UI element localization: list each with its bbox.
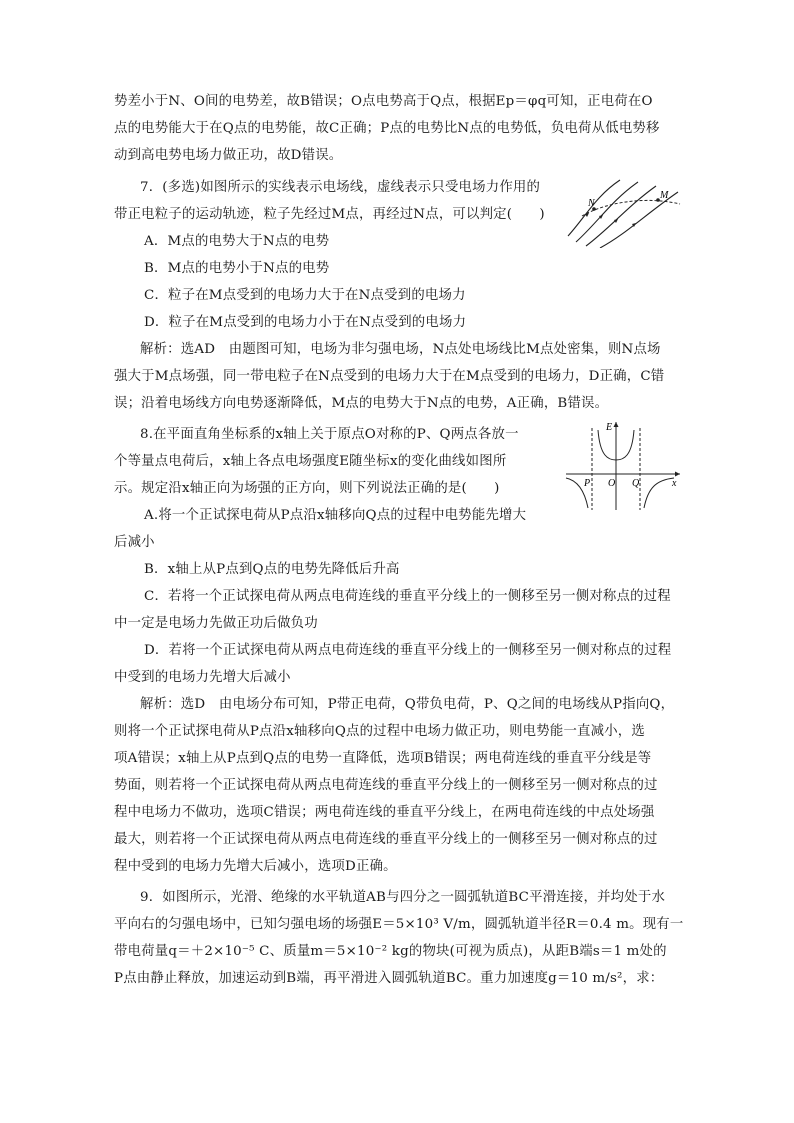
q7-option-c: C．粒子在M点受到的电场力大于在N点受到的电场力 — [144, 288, 466, 303]
q7-option-b: B．M点的电势小于N点的电势 — [144, 261, 330, 276]
q8-option-a-cont: 后减小 — [114, 535, 155, 550]
q9-stem-line-1: 9．如图所示，光滑、绝缘的水平轨道AB与四分之一圆弧轨道BC平滑连接，并均处于水 — [140, 890, 666, 905]
intro-line-2: 点的电势能大于在Q点的电势能，故C正确；P点的电势比N点的电势低，负电荷从低电势移 — [114, 121, 660, 136]
q7-stem-line-1: 7．(多选)如图所示的实线表示电场线，虚线表示只受电场力作用的 — [140, 180, 541, 195]
right-curve — [644, 478, 674, 508]
label-x: x — [672, 478, 677, 489]
q7-analysis-line-3: 误；沿着电场线方向电势逐渐降低，M点的电势大于N点的电势，A正确，B错误。 — [114, 396, 609, 411]
q8-option-d: D．若将一个正试探电荷从两点电荷连线的垂直平分线上的一侧移至另一侧对称点的过程 — [144, 643, 672, 658]
trajectory — [582, 200, 680, 216]
q7-analysis-line-1: 解析：选AD 由题图可知，电场为非匀强电场，N点处电场线比M点处密集，则N点场 — [140, 342, 661, 357]
q8-analysis-line-6: 最大，则若将一个正试探电荷从两点电荷连线的垂直平分线上的一侧移至另一侧对称点的过 — [114, 832, 658, 847]
q8-option-c-cont: 中一定是电场力先做正功后做负功 — [114, 616, 318, 631]
q7-option-d: D．粒子在M点受到的电场力小于在N点受到的电场力 — [144, 315, 467, 330]
q8-analysis-line-4: 势面，则若将一个正试探电荷从两点电荷连线的垂直平分线上的一侧移至另一侧对称点的过 — [114, 778, 658, 793]
q7-analysis-line-2: 强大于M点场强，同一带电粒子在N点受到的电场力大于在M点受到的电场力，D正确，C错 — [114, 369, 665, 384]
q8-analysis-line-7: 程中受到的电场力先增大后减小，选项D正确。 — [114, 859, 397, 874]
field-line — [576, 182, 638, 242]
q8-option-a: A.将一个正试探电荷从P点沿x轴移向Q点的过程中电势能先增大 — [144, 508, 527, 523]
label-m: M — [660, 190, 669, 201]
label-n: N — [588, 198, 595, 209]
q8-stem-line-1: 8.在平面直角坐标系的x轴上关于原点O对称的P、Q两点各放一 — [140, 427, 519, 442]
label-p: P — [584, 478, 591, 489]
q8-option-d-cont: 中受到的电场力先增大后减小 — [114, 670, 291, 685]
q8-analysis-line-5: 程中电场力不做功，选项C错误；两电荷连线的垂直平分线上，在两电荷连线的中点处场强 — [114, 805, 655, 820]
q8-stem-line-2: 个等量点电荷后，x轴上各点电场强度E随坐标x的变化曲线如图所 — [114, 454, 507, 469]
q8-option-b: B．x轴上从P点到Q点的电势先降低后升高 — [144, 562, 400, 577]
label-e: E — [606, 422, 613, 433]
q7-stem-line-2: 带正电粒子的运动轨迹，粒子先经过M点，再经过N点，可以判定( ) — [114, 207, 545, 222]
q8-stem-line-3: 示。规定沿x轴正向为场强的正方向，则下列说法正确的是( ) — [114, 481, 500, 496]
q8-analysis-line-2: 则将一个正试探电荷从P点沿x轴移向Q点的过程中电场力做正功，则电势能一直减小，选 — [114, 724, 645, 739]
label-q: Q — [632, 478, 640, 489]
q8-e-x-graph — [562, 418, 684, 514]
intro-line-1: 势差小于N、O间的电势差，故B错误；O点电势高于Q点，根据Ep＝φq可知，正电荷在O — [114, 94, 653, 109]
q7-field-line-figure — [566, 176, 684, 248]
q8-option-c: C．若将一个正试探电荷从两点电荷连线的垂直平分线上的一侧移至另一侧对称点的过程 — [144, 589, 671, 604]
q8-analysis-line-1: 解析：选D 由电场分布可知，P带正电荷，Q带负电荷，P、Q之间的电场线从P指向Q， — [140, 697, 675, 712]
q9-stem-line-2: 平向右的匀强电场中，已知匀强电场的场强E＝5×10³ V/m，圆弧轨道半径R＝0.4 m。现有一 — [114, 917, 684, 932]
q9-stem-line-3: 带电荷量q＝＋2×10⁻⁵ C、质量m＝5×10⁻² kg的物块(可视为质点)，从距B端s＝1 m处的 — [114, 944, 667, 959]
intro-line-3: 动到高电势电场力做正功，故D错误。 — [114, 148, 343, 163]
q8-analysis-line-3: 项A错误；x轴上从P点到Q点的电势一直降低，选项B错误；两电荷连线的垂直平分线是等 — [114, 751, 652, 766]
label-o: O — [608, 478, 616, 489]
q9-stem-line-4: P点由静止释放，加速运动到B端，再平滑进入圆弧轨道BC。重力加速度g＝10 m/s²，求： — [114, 971, 664, 986]
q7-option-a: A．M点的电势大于N点的电势 — [144, 234, 330, 249]
